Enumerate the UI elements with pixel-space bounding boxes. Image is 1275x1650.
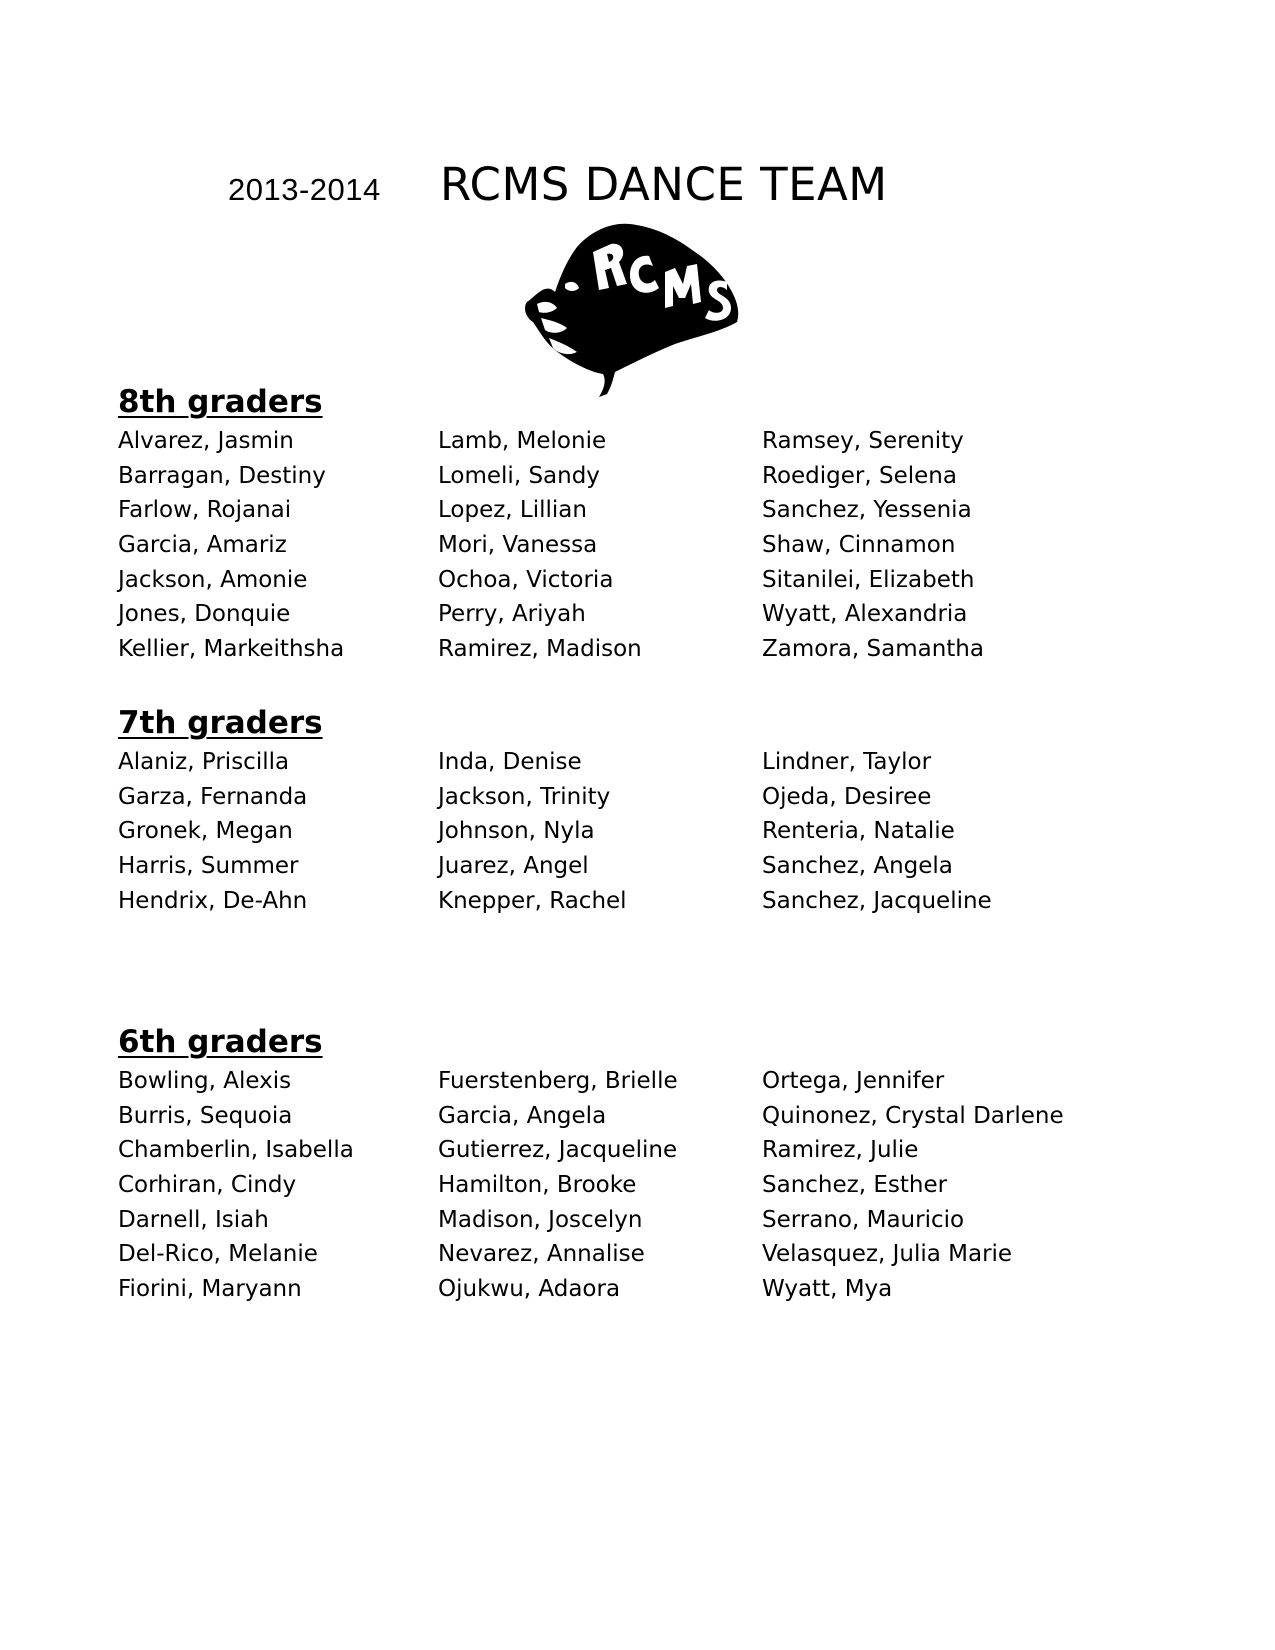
section-7th-graders (118, 703, 1118, 983)
student-name: Garcia, Angela (438, 1102, 607, 1129)
student-name: Lopez, Lillian (438, 497, 587, 524)
name-column-3 (762, 424, 984, 667)
student-name: Lindner, Taylor (762, 749, 932, 775)
name-column-1 (118, 745, 307, 918)
student-name: Gutierrez, Jacqueline (438, 1137, 678, 1164)
student-name: Alaniz, Priscilla (118, 749, 290, 775)
student-name: Jones, Donquie (118, 601, 291, 628)
student-name: Knepper, Rachel (438, 887, 627, 914)
student-name: Fuerstenberg, Brielle (438, 1068, 678, 1094)
student-name: Bowling, Alexis (118, 1068, 292, 1094)
student-name: Jackson, Trinity (438, 783, 611, 810)
rcms-lion-logo-icon (515, 222, 745, 397)
student-name: Shaw, Cinnamon (762, 532, 956, 559)
student-name: Sanchez, Angela (762, 853, 953, 880)
student-name: Ramirez, Julie (762, 1137, 919, 1164)
student-name: Garza, Fernanda (118, 783, 308, 810)
student-name: Perry, Ariyah (438, 601, 586, 628)
student-name: Zamora, Samantha (762, 636, 984, 663)
student-name: Hendrix, De-Ahn (118, 887, 308, 914)
student-name: Sanchez, Esther (762, 1172, 948, 1199)
student-name: Nevarez, Annalise (438, 1241, 645, 1268)
student-name: Juarez, Angel (438, 853, 589, 880)
name-columns (118, 743, 1118, 983)
student-name: Gronek, Megan (118, 818, 293, 845)
student-name: Madison, Joscelyn (438, 1206, 643, 1233)
student-name: Alvarez, Jasmin (118, 428, 294, 454)
student-name: Sitanilei, Elizabeth (762, 566, 975, 593)
section-title: 6th graders (118, 1024, 323, 1060)
student-name: Velasquez, Julia Marie (762, 1241, 1013, 1268)
student-name: Corhiran, Cindy (118, 1172, 297, 1199)
student-name: Garcia, Amariz (118, 532, 287, 559)
student-name: Kellier, Markeithsha (118, 636, 345, 663)
student-name: Ojeda, Desiree (762, 783, 932, 810)
student-name: Mori, Vanessa (438, 532, 598, 559)
name-column-2 (438, 424, 642, 667)
student-name: Inda, Denise (438, 749, 582, 775)
section-title: 7th graders (118, 705, 323, 741)
student-name: Renteria, Natalie (762, 818, 955, 845)
name-columns (118, 1062, 1118, 1302)
student-name: Fiorini, Maryann (118, 1276, 302, 1303)
name-column-2 (438, 1064, 678, 1307)
student-name: Chamberlin, Isabella (118, 1137, 354, 1164)
section-title: 8th graders (118, 384, 323, 420)
student-name: Darnell, Isiah (118, 1206, 269, 1233)
student-name: Wyatt, Mya (762, 1276, 893, 1303)
name-column-3 (762, 1064, 1064, 1307)
student-name: Farlow, Rojanai (118, 497, 292, 524)
student-name: Wyatt, Alexandria (762, 601, 968, 628)
student-name: Sanchez, Jacqueline (762, 887, 992, 914)
student-name: Quinonez, Crystal Darlene (762, 1102, 1064, 1129)
name-columns (118, 422, 1118, 662)
student-name: Ortega, Jennifer (762, 1068, 945, 1094)
student-name: Ramsey, Serenity (762, 428, 964, 454)
student-name: Lomeli, Sandy (438, 462, 600, 489)
student-name: Ochoa, Victoria (438, 566, 614, 593)
section-8th-graders (118, 382, 1118, 662)
student-name: Ojukwu, Adaora (438, 1276, 621, 1303)
student-name: Harris, Summer (118, 853, 299, 880)
student-name: Barragan, Destiny (118, 462, 326, 489)
name-column-2 (438, 745, 627, 918)
document-title: RCMS DANCE TEAM (440, 158, 888, 211)
student-name: Sanchez, Yessenia (762, 497, 972, 524)
student-name: Serrano, Mauricio (762, 1206, 965, 1233)
student-name: Johnson, Nyla (438, 818, 595, 845)
student-name: Hamilton, Brooke (438, 1172, 637, 1199)
student-name: Ramirez, Madison (438, 636, 642, 663)
student-name: Del-Rico, Melanie (118, 1241, 318, 1268)
student-name: Jackson, Amonie (118, 566, 308, 593)
name-column-1 (118, 424, 344, 667)
student-name: Burris, Sequoia (118, 1102, 293, 1129)
section-6th-graders (118, 1022, 1118, 1302)
name-column-3 (762, 745, 992, 918)
student-name: Lamb, Melonie (438, 428, 607, 454)
season-year: 2013-2014 (228, 172, 381, 207)
document-header (0, 158, 1275, 218)
name-column-1 (118, 1064, 354, 1307)
student-name: Roediger, Selena (762, 462, 957, 489)
